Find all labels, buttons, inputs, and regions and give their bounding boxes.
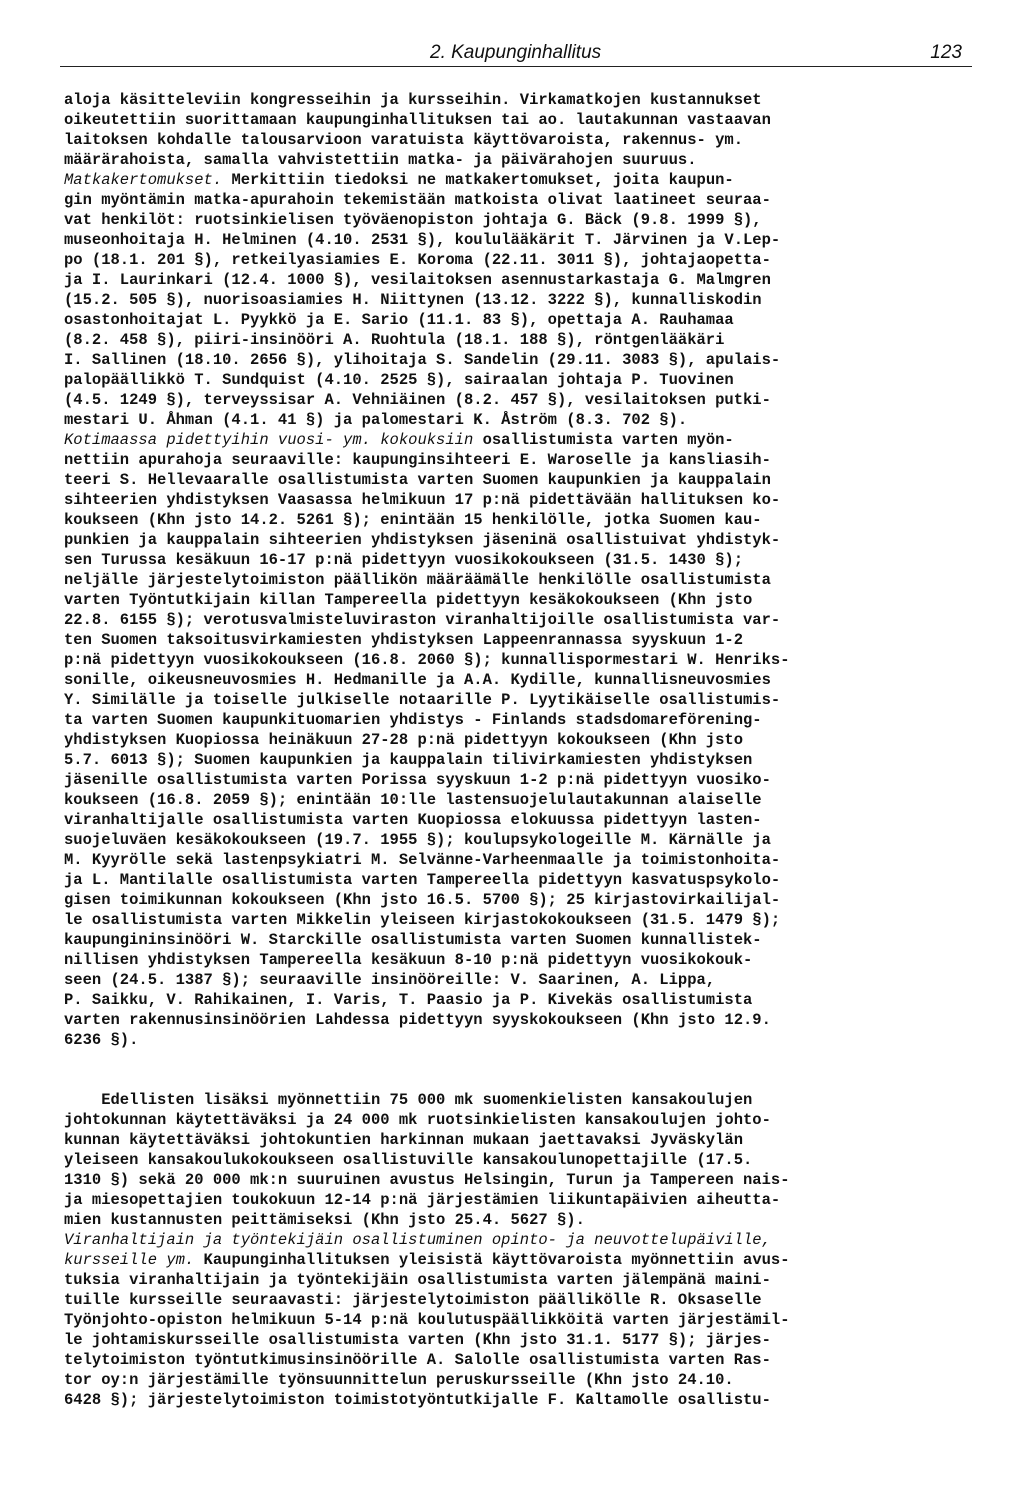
text-line — [64, 190, 944, 210]
line-text: määrärahoista, samalla vahvistettiin matka- ja päivärahojen suuruus. — [64, 151, 697, 169]
text-line — [64, 430, 944, 450]
text-line — [64, 1130, 944, 1150]
section-heading: Matkakertomukset. — [64, 171, 223, 189]
line-text: M. Kyyrölle sekä lastenpsykiatri M. Selvänne-Varheenmaalle ja toimistonhoita- — [64, 851, 781, 869]
line-text: ja L. Mantilalle osallistumista varten Tampereella pidettyyn kasvatuspsykolo- — [64, 871, 781, 889]
text-line — [64, 990, 944, 1010]
line-text: varten Työntutkijain killan Tampereella pidettyyn kesäkokoukseen (Khn jsto — [64, 591, 753, 609]
line-text: Y. Similälle ja toiselle julkiselle notaarille P. Lyytikäiselle osallistumis- — [64, 691, 781, 709]
line-text: sihteerien yhdistyksen Vaasassa helmikuun 17 p:nä pidettävään hallituksen ko- — [64, 491, 781, 509]
line-text: vat henkilöt: ruotsinkielisen työväenopiston johtaja G. Bäck (9.8. 1999 §), — [64, 211, 762, 229]
text-line — [64, 850, 944, 870]
running-header — [60, 42, 972, 67]
text-line — [64, 730, 944, 750]
text-line — [64, 830, 944, 850]
page-number: 123 — [930, 42, 962, 63]
text-line — [64, 510, 944, 530]
text-line — [64, 390, 944, 410]
line-text: ja I. Laurinkari (12.4. 1000 §), vesilaitoksen asennustarkastaja G. Malmgren — [64, 271, 771, 289]
text-line — [64, 1150, 944, 1170]
line-text: palopäällikkö T. Sundquist (4.10. 2525 §), sairaalan johtaja P. Tuovinen — [64, 371, 734, 389]
text-line — [64, 870, 944, 890]
line-text: museonhoitaja H. Helminen (4.10. 2531 §), koululääkärit T. Järvinen ja V.Lep- — [64, 231, 781, 249]
text-line — [64, 350, 944, 370]
line-text: kunnan käytettäväksi johtokuntien harkinnan mukaan jaettavaksi Jyväskylän — [64, 1131, 744, 1149]
text-line — [64, 710, 944, 730]
text-line — [64, 790, 944, 810]
text-line — [64, 310, 944, 330]
text-line — [64, 1270, 944, 1290]
text-line — [64, 970, 944, 990]
text-line — [64, 810, 944, 830]
text-line — [64, 90, 944, 110]
text-line — [64, 650, 944, 670]
line-text: yleiseen kansakoulukokoukseen osallistuville kansakoulunopettajille (17.5. — [64, 1151, 753, 1169]
body-text — [64, 90, 944, 1410]
text-line — [64, 150, 944, 170]
text-line — [64, 1110, 944, 1130]
line-text: telytoimiston työntutkimusinsinöörille A. Salolle osallistumista varten Ras- — [64, 1351, 771, 1369]
line-text: tuksia viranhaltijain ja työntekijäin osallistumista varten jälempänä maini- — [64, 1271, 771, 1289]
line-text: 22.8. 6155 §); verotusvalmisteluviraston viranhaltijoille osallistumista var- — [64, 611, 781, 629]
text-line — [64, 550, 944, 570]
text-line — [64, 1290, 944, 1310]
text-line — [64, 1250, 944, 1270]
line-text: sen Turussa kesäkuun 16-17 p:nä pidettyyn vuosikokoukseen (31.5. 1430 §); — [64, 551, 744, 569]
text-line — [64, 130, 944, 150]
line-text: koukseen (16.8. 2059 §); enintään 10:lle lastensuojelulautakunnan alaiselle — [64, 791, 762, 809]
line-text: ta varten Suomen kaupunkituomarien yhdistys - Finlands stadsdomareförening- — [64, 711, 762, 729]
line-text: I. Sallinen (18.10. 2656 §), ylihoitaja S. Sandelin (29.11. 3083 §), apulais- — [64, 351, 781, 369]
line-text: sonille, oikeusneuvosmies H. Hedmanille ja A.A. Kydille, kunnallisneuvosmies — [64, 671, 771, 689]
line-text: p:nä pidettyyn vuosikokoukseen (16.8. 2060 §); kunnallispormestari W. Henriks- — [64, 651, 790, 669]
text-line — [64, 210, 944, 230]
text-line — [64, 1390, 944, 1410]
text-line — [64, 1230, 944, 1250]
text-line — [64, 110, 944, 130]
text-line — [64, 170, 944, 190]
line-text: (8.2. 458 §), piiri-insinööri A. Ruohtula (18.1. 188 §), röntgenlääkäri — [64, 331, 725, 349]
line-text: gin myöntämin matka-apurahoin tekemistään matkoista olivat laatineet seuraa- — [64, 191, 771, 209]
text-line — [64, 1010, 944, 1030]
line-text: osallistumista varten myön- — [473, 431, 734, 449]
line-text: Työnjohto-opiston helmikuun 5-14 p:nä koulutuspäällikköitä varten järjestämil- — [64, 1311, 790, 1329]
line-text: Merkittiin tiedoksi ne matkakertomukset, joita kaupun- — [222, 171, 734, 189]
text-line — [64, 410, 944, 430]
line-text: nettiin apurahoja seuraaville: kaupunginsihteeri E. Waroselle ja kansliasih- — [64, 451, 771, 469]
text-line — [64, 230, 944, 250]
text-line — [64, 370, 944, 390]
line-text: johtokunnan käytettäväksi ja 24 000 mk ruotsinkielisten kansakoulujen johto- — [64, 1111, 771, 1129]
line-text: Kaupunginhallituksen yleisistä käyttövaroista myönnettiin avus- — [194, 1251, 790, 1269]
text-line — [64, 1030, 944, 1050]
section-heading: kursseille ym. — [64, 1251, 195, 1269]
text-line — [64, 750, 944, 770]
text-line — [64, 1090, 944, 1110]
text-line — [64, 910, 944, 930]
line-text: tor oy:n järjestämille työnsuunnittelun peruskursseille (Khn jsto 24.10. — [64, 1371, 734, 1389]
line-text: gisen toimikunnan kokoukseen (Khn jsto 16.5. 5700 §); 25 kirjastovirkailijal- — [64, 891, 781, 909]
text-line — [64, 950, 944, 970]
text-line — [64, 570, 944, 590]
text-line — [64, 690, 944, 710]
text-line — [64, 530, 944, 550]
line-text: 1310 §) sekä 20 000 mk:n suuruinen avustus Helsingin, Turun ja Tampereen nais- — [64, 1171, 790, 1189]
text-line — [64, 1310, 944, 1330]
line-text: jäsenille osallistumista varten Porissa syyskuun 1-2 p:nä pidettyyn vuosiko- — [64, 771, 771, 789]
line-text: osastonhoitajat L. Pyykkö ja E. Sario (11.1. 83 §), opettaja A. Rauhamaa — [64, 311, 734, 329]
line-text: seen (24.5. 1387 §); seuraaville insinööreille: V. Saarinen, A. Lippa, — [64, 971, 716, 989]
text-line — [64, 330, 944, 350]
line-text: oikeutettiin suorittamaan kaupunginhallituksen tai ao. lautakunnan vastaavan — [64, 111, 771, 129]
line-text: (4.5. 1249 §), terveyssisar A. Vehniäinen (8.2. 457 §), vesilaitoksen putki- — [64, 391, 771, 409]
text-line — [64, 290, 944, 310]
line-text: kaupungininsinööri W. Starckille osallistumista varten Suomen kunnallistek- — [64, 931, 762, 949]
text-line — [64, 1350, 944, 1370]
text-line — [64, 1190, 944, 1210]
text-line — [64, 890, 944, 910]
line-text: 5.7. 6013 §); Suomen kaupunkien ja kauppalain tilivirkamiesten yhdistyksen — [64, 751, 753, 769]
text-line — [64, 1330, 944, 1350]
line-text: neljälle järjestelytoimiston päällikön määräämälle henkilölle osallistumista — [64, 571, 771, 589]
text-line — [64, 1370, 944, 1390]
line-text: varten rakennusinsinöörien Lahdessa pidettyyn syyskokoukseen (Khn jsto 12.9. — [64, 1011, 771, 1029]
line-text: punkien ja kauppalain sihteerien yhdistyksen jäseninä osallistuivat yhdistyk- — [64, 531, 781, 549]
text-line — [64, 490, 944, 510]
text-line — [64, 250, 944, 270]
text-line — [64, 450, 944, 470]
line-text: mien kustannusten peittämiseksi (Khn jsto 25.4. 5627 §). — [64, 1211, 585, 1229]
paragraph-gap — [64, 1050, 944, 1090]
text-line — [64, 770, 944, 790]
line-text: koukseen (Khn jsto 14.2. 5261 §); enintään 15 henkilölle, jotka Suomen kau- — [64, 511, 762, 529]
line-text: Edellisten lisäksi myönnettiin 75 000 mk suomenkielisten kansakoulujen — [64, 1091, 753, 1109]
line-text: 6236 §). — [64, 1031, 139, 1049]
line-text: le johtamiskursseille osallistumista varten (Khn jsto 31.1. 5177 §); järjes- — [64, 1331, 771, 1349]
line-text: po (18.1. 201 §), retkeilyasiamies E. Koroma (22.11. 3011 §), johtajaopetta- — [64, 251, 771, 269]
line-text: 6428 §); järjestelytoimiston toimistotyöntutkijalle F. Kaltamolle osallistu- — [64, 1391, 771, 1409]
line-text: ja miesopettajien toukokuun 12-14 p:nä järjestämien liikuntapäivien aiheutta- — [64, 1191, 781, 1209]
line-text: suojeluväen kesäkokoukseen (19.7. 1955 §); koulupsykologeille M. Kärnälle ja — [64, 831, 771, 849]
line-text: (15.2. 505 §), nuorisoasiamies H. Niittynen (13.12. 3222 §), kunnalliskodin — [64, 291, 762, 309]
line-text: tuille kursseille seuraavasti: järjestelytoimiston päällikölle R. Oksaselle — [64, 1291, 762, 1309]
section-heading: Viranhaltijain ja työntekijäin osallistuminen opinto- ja neuvottelupäiville, — [64, 1231, 771, 1249]
text-line — [64, 470, 944, 490]
line-text: ten Suomen taksoitusvirkamiesten yhdistyksen Lappeenrannassa syyskuun 1-2 — [64, 631, 744, 649]
chapter-title: 2. Kaupunginhallitus — [430, 42, 602, 63]
text-line — [64, 610, 944, 630]
line-text: yhdistyksen Kuopiossa heinäkuun 27-28 p:nä pidettyyn kokoukseen (Khn jsto — [64, 731, 744, 749]
line-text: nillisen yhdistyksen Tampereella kesäkuun 8-10 p:nä pidettyyn vuosikokouk- — [64, 951, 753, 969]
line-text: viranhaltijalle osallistumista varten Kuopiossa elokuussa pidettyyn lasten- — [64, 811, 762, 829]
line-text: laitoksen kohdalle talousarvioon varatuista käyttövaroista, rakennus- ym. — [64, 131, 744, 149]
section-heading: Kotimaassa pidettyihin vuosi- ym. kokouksiin — [64, 431, 474, 449]
text-line — [64, 590, 944, 610]
line-text: P. Saikku, V. Rahikainen, I. Varis, T. Paasio ja P. Kivekäs osallistumista — [64, 991, 753, 1009]
text-line — [64, 1210, 944, 1230]
line-text: le osallistumista varten Mikkelin yleiseen kirjastokokoukseen (31.5. 1479 §); — [64, 911, 781, 929]
text-line — [64, 270, 944, 290]
line-text: aloja käsitteleviin kongresseihin ja kursseihin. Virkamatkojen kustannukset — [64, 91, 762, 109]
text-line — [64, 1170, 944, 1190]
line-text: teeri S. Hellevaaralle osallistumista varten Suomen kaupunkien ja kauppalain — [64, 471, 771, 489]
text-line — [64, 630, 944, 650]
text-line — [64, 930, 944, 950]
text-line — [64, 670, 944, 690]
line-text: mestari U. Åhman (4.1. 41 §) ja palomestari K. Åström (8.3. 702 §). — [64, 411, 688, 429]
